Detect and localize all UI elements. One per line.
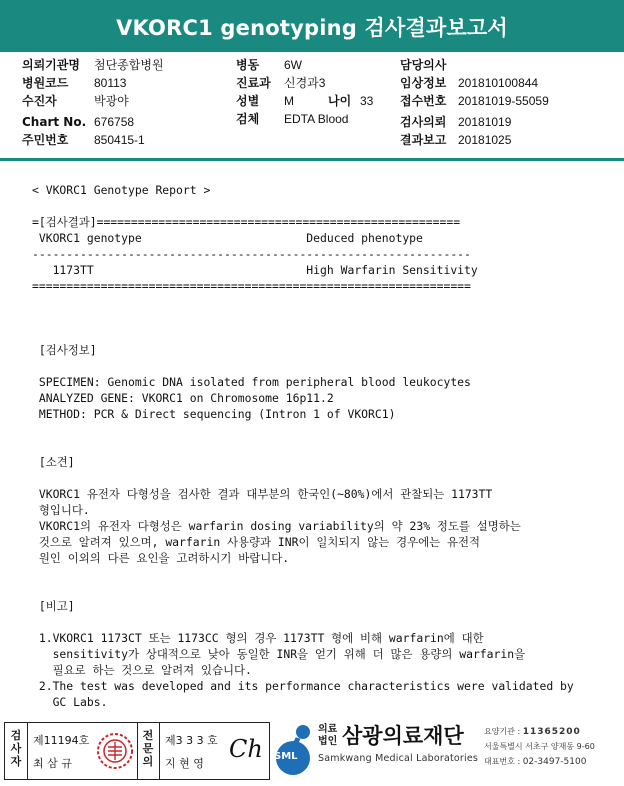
examiner-seal: [95, 729, 135, 773]
specialist-label: 전 문 의: [142, 729, 154, 768]
report-line: 것으로 알려져 있으며, warfarin 사용량과 INR이 일치되지 않는 경우에는 유전적: [32, 535, 480, 549]
report-line: [32, 438, 602, 454]
footer: [0, 720, 624, 780]
report-line: 형입니다.: [32, 503, 90, 517]
institution-name-en: Samkwang Medical Laboratories: [318, 753, 479, 764]
report-line: 1.VKORC1 1173CT 또는 1173CC 형의 경우 1173TT 형에 비해 warfarin에 대한: [32, 631, 484, 645]
report-line: [32, 582, 602, 598]
divider: [159, 723, 160, 779]
divider: [137, 723, 138, 779]
report-line: [32, 614, 602, 630]
info-attending-doctor: 담당의사: [400, 58, 447, 72]
report-line: VKORC1 유전자 다형성을 검사한 결과 대부분의 한국인(~80%)에서 관찰되는 1173TT: [32, 487, 493, 501]
report-line: VKORC1의 유전자 다형성은 warfarin dosing variability의 약 23% 정도를 설명하는: [32, 519, 521, 533]
info-department: 진료과 신경과3: [236, 76, 326, 90]
report-line: METHOD: PCR & Direct sequencing (Intron 1 of VKORC1): [32, 407, 396, 421]
report-line: 2.The test was developed and its performance characteristics were validated by: [32, 679, 574, 693]
institution-phone: 대표번호 : 02-3497-5100: [484, 757, 587, 767]
report-line: [32, 358, 602, 374]
divider: [27, 723, 28, 779]
report-line: SPECIMEN: Genomic DNA isolated from peripheral blood leukocytes: [32, 375, 471, 389]
info-specimen: 검체 EDTA Blood: [236, 112, 349, 126]
report-line: 1173TT High Warfarin Sensitivity: [32, 263, 478, 277]
report-title: VKORC1 genotyping 검사결과보고서: [0, 0, 624, 52]
examiner-license-no: 제11194호: [33, 734, 90, 747]
info-hospital-code: 병원코드 80113: [22, 76, 127, 90]
report-line: [32, 566, 602, 582]
info-sex: 성별 M 나이 33: [236, 94, 374, 108]
institution-code: 요양기관 : 11365200: [484, 727, 581, 737]
report-line: < VKORC1 Genotype Report >: [32, 183, 211, 197]
report-line: GC Labs.: [32, 695, 108, 709]
report-line: sensitivity가 상대적으로 낮아 동일한 INR을 얻기 위해 더 많은 용량의 warfarin을: [32, 647, 526, 661]
report-body: [32, 182, 602, 710]
report-line: [32, 326, 602, 342]
report-line: [32, 470, 602, 486]
specialist-name: 지 현 영: [165, 757, 204, 770]
report-line: 필요로 하는 것으로 알려져 있습니다.: [32, 663, 252, 677]
specialist-license-no: 제3 3 3 호: [165, 734, 218, 747]
report-line: ANALYZED GENE: VKORC1 on Chromosome 16p11.2: [32, 391, 334, 405]
examiner-label: 검 사 자: [10, 729, 22, 768]
report-line: VKORC1 genotype Deduced phenotype: [32, 231, 423, 245]
institution-type: 의료 법인: [318, 724, 338, 747]
info-receipt-number: 접수번호 20181019-55059: [400, 94, 549, 108]
report-line: ================================================================: [32, 279, 471, 293]
report-line: [32, 310, 602, 326]
report-line: ----------------------------------------------------------------: [32, 247, 471, 261]
institution-name: 삼광의료재단: [342, 724, 464, 748]
report-line: [비고]: [32, 599, 75, 613]
signature-box: [4, 722, 270, 780]
report-line: 원인 이외의 다른 요인을 고려하시기 바랍니다.: [32, 551, 290, 565]
info-patient-name: 수진자 박광야: [22, 94, 129, 108]
specialist-signature: Ch: [229, 735, 263, 763]
info-resident-number: 주민번호 850415-1: [22, 133, 145, 147]
institution-address: 서울특별시 서초구 양재동 9-60: [484, 742, 595, 751]
info-clinical-info: 임상정보 201810100844: [400, 76, 539, 90]
info-requesting-institution: 의뢰기관명 첨단종합병원: [22, 58, 164, 72]
header-divider: [0, 158, 624, 161]
examiner-name: 최 삼 규: [33, 757, 72, 770]
info-report-date: 결과보고 20181025: [400, 133, 512, 147]
report-line: =[검사결과]=====================================================: [32, 215, 461, 229]
report-line: [32, 294, 602, 310]
report-line: [검사정보]: [32, 343, 97, 357]
institution-badge: SML: [274, 751, 298, 762]
report-line: [32, 198, 602, 214]
info-request-date: 검사의뢰 20181019: [400, 115, 512, 129]
report-line: [소견]: [32, 455, 75, 469]
info-ward: 병동 6W: [236, 58, 302, 72]
institution-logo-icon: [270, 722, 316, 778]
info-chart-no: Chart No. 676758: [22, 115, 135, 129]
report-line: [32, 422, 602, 438]
patient-info: [0, 56, 624, 156]
